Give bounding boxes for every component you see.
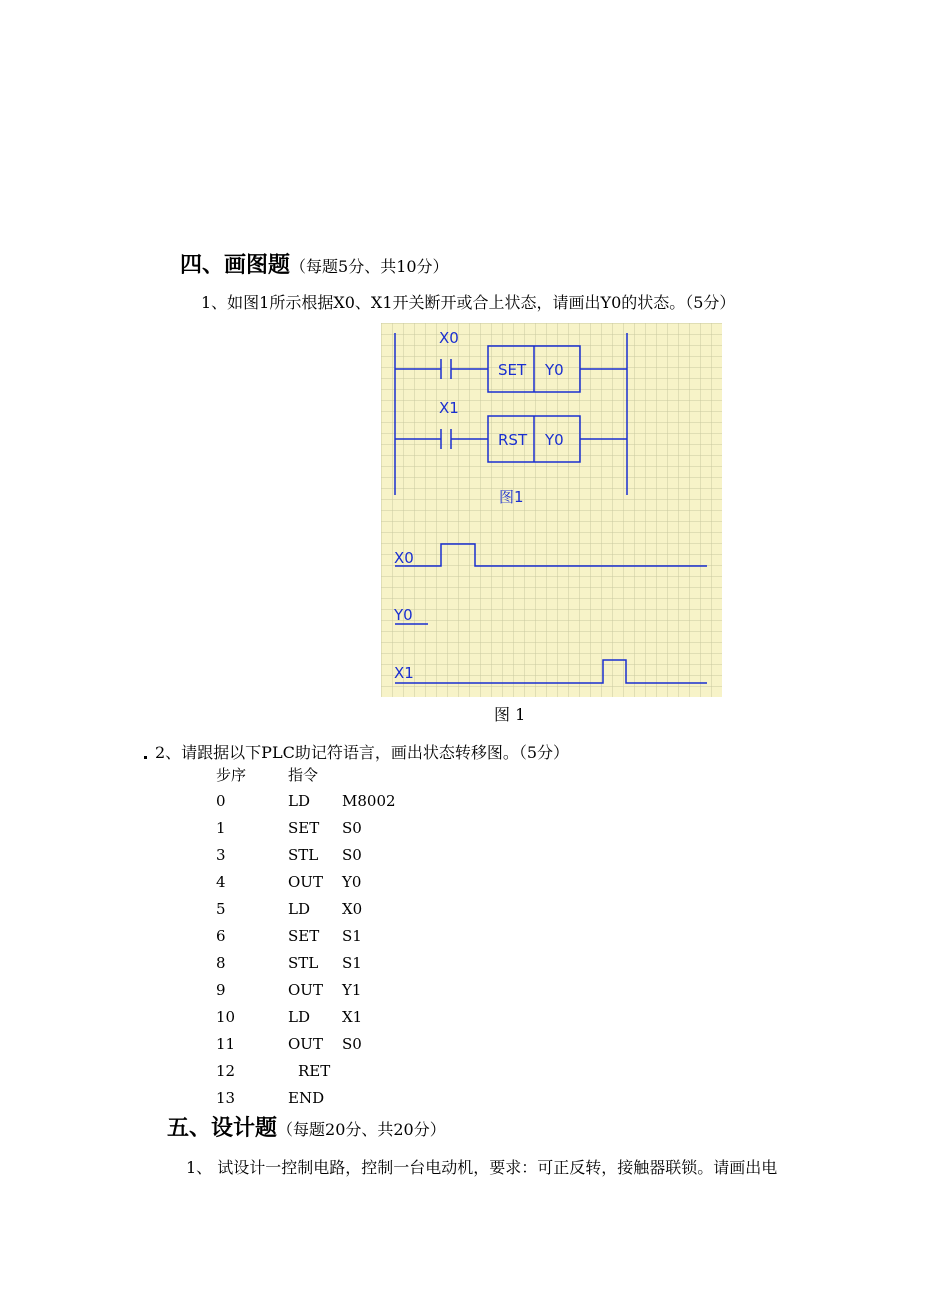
operand-cell: S0: [342, 1035, 362, 1053]
wave-x0-label: X0: [394, 549, 414, 567]
step-cell: 13: [216, 1089, 236, 1107]
op-cell: STL: [288, 846, 319, 864]
header-step: 步序: [216, 766, 247, 784]
step-cell: 1: [216, 819, 226, 837]
x0-contact-label: X0: [439, 329, 459, 347]
rst-target-label: Y0: [545, 431, 564, 449]
operand-cell: S0: [342, 846, 362, 864]
ladder-and-timing-figure: [381, 323, 722, 697]
op-cell: OUT: [288, 873, 323, 891]
op-cell: SET: [288, 927, 320, 945]
section4-note: （每题5分、共10分）: [290, 257, 449, 276]
question-4-2: 2、请跟据以下PLC助记符语言，画出状态转移图。（5分）: [155, 743, 569, 762]
table-row: [216, 846, 516, 873]
operand-cell: Y0: [342, 873, 362, 891]
wave-y0-label: Y0: [394, 606, 413, 624]
table-header: [216, 764, 516, 791]
question-5-1: 1、 试设计一控制电路，控制一台电动机，要求：可正反转，接触器联锁。请画出电: [186, 1158, 778, 1177]
section4-heading: [180, 248, 449, 279]
wave-x1-label: X1: [394, 664, 414, 682]
operand-cell: X0: [342, 900, 363, 918]
table-row: [216, 819, 516, 846]
table-row: [216, 981, 516, 1008]
figure-caption: 图 1: [494, 705, 526, 724]
step-cell: 9: [216, 981, 226, 999]
x1-contact-label: X1: [439, 399, 459, 417]
op-cell: STL: [288, 954, 319, 972]
table-row: [216, 1035, 516, 1062]
step-cell: 11: [216, 1035, 236, 1053]
step-cell: 3: [216, 846, 226, 864]
operand-cell: S0: [342, 819, 362, 837]
step-cell: 8: [216, 954, 226, 972]
op-cell: LD: [288, 1008, 310, 1026]
header-instruction: 指令: [288, 766, 319, 784]
step-cell: 4: [216, 873, 226, 891]
operand-cell: M8002: [342, 792, 396, 810]
grid-background: [381, 323, 722, 697]
op-cell: SET: [288, 819, 320, 837]
step-cell: 5: [216, 900, 226, 918]
operand-cell: Y1: [342, 981, 362, 999]
table-row: [216, 792, 516, 819]
step-cell: 10: [216, 1008, 236, 1026]
op-cell: LD: [288, 900, 310, 918]
section5-title: 五、设计题: [167, 1116, 278, 1141]
set-target-label: Y0: [545, 361, 564, 379]
section5-note: （每题20分、共20分）: [277, 1120, 446, 1139]
stray-dot: [144, 756, 147, 759]
table-row: [216, 1062, 516, 1089]
question-4-1: 1、如图1所示根据X0、X1开关断开或合上状态，请画出Y0的状态。（5分）: [201, 293, 736, 312]
step-cell: 12: [216, 1062, 236, 1080]
section4-title: 四、画图题: [180, 253, 291, 278]
op-cell: OUT: [288, 1035, 323, 1053]
step-cell: 6: [216, 927, 226, 945]
rst-label: RST: [498, 431, 528, 449]
inner-caption: 图1: [499, 488, 524, 506]
table-row: [216, 873, 516, 900]
table-row: [216, 954, 516, 981]
step-cell: 0: [216, 792, 226, 810]
operand-cell: S1: [342, 954, 362, 972]
op-cell: LD: [288, 792, 310, 810]
set-label: SET: [498, 361, 527, 379]
operand-cell: X1: [342, 1008, 363, 1026]
table-row: [216, 1008, 516, 1035]
table-row: [216, 927, 516, 954]
op-cell: RET: [298, 1062, 331, 1080]
op-cell: END: [288, 1089, 325, 1107]
table-row: [216, 900, 516, 927]
operand-cell: S1: [342, 927, 362, 945]
figure-svg: [381, 323, 722, 697]
op-cell: OUT: [288, 981, 323, 999]
section5-heading: [167, 1111, 446, 1142]
